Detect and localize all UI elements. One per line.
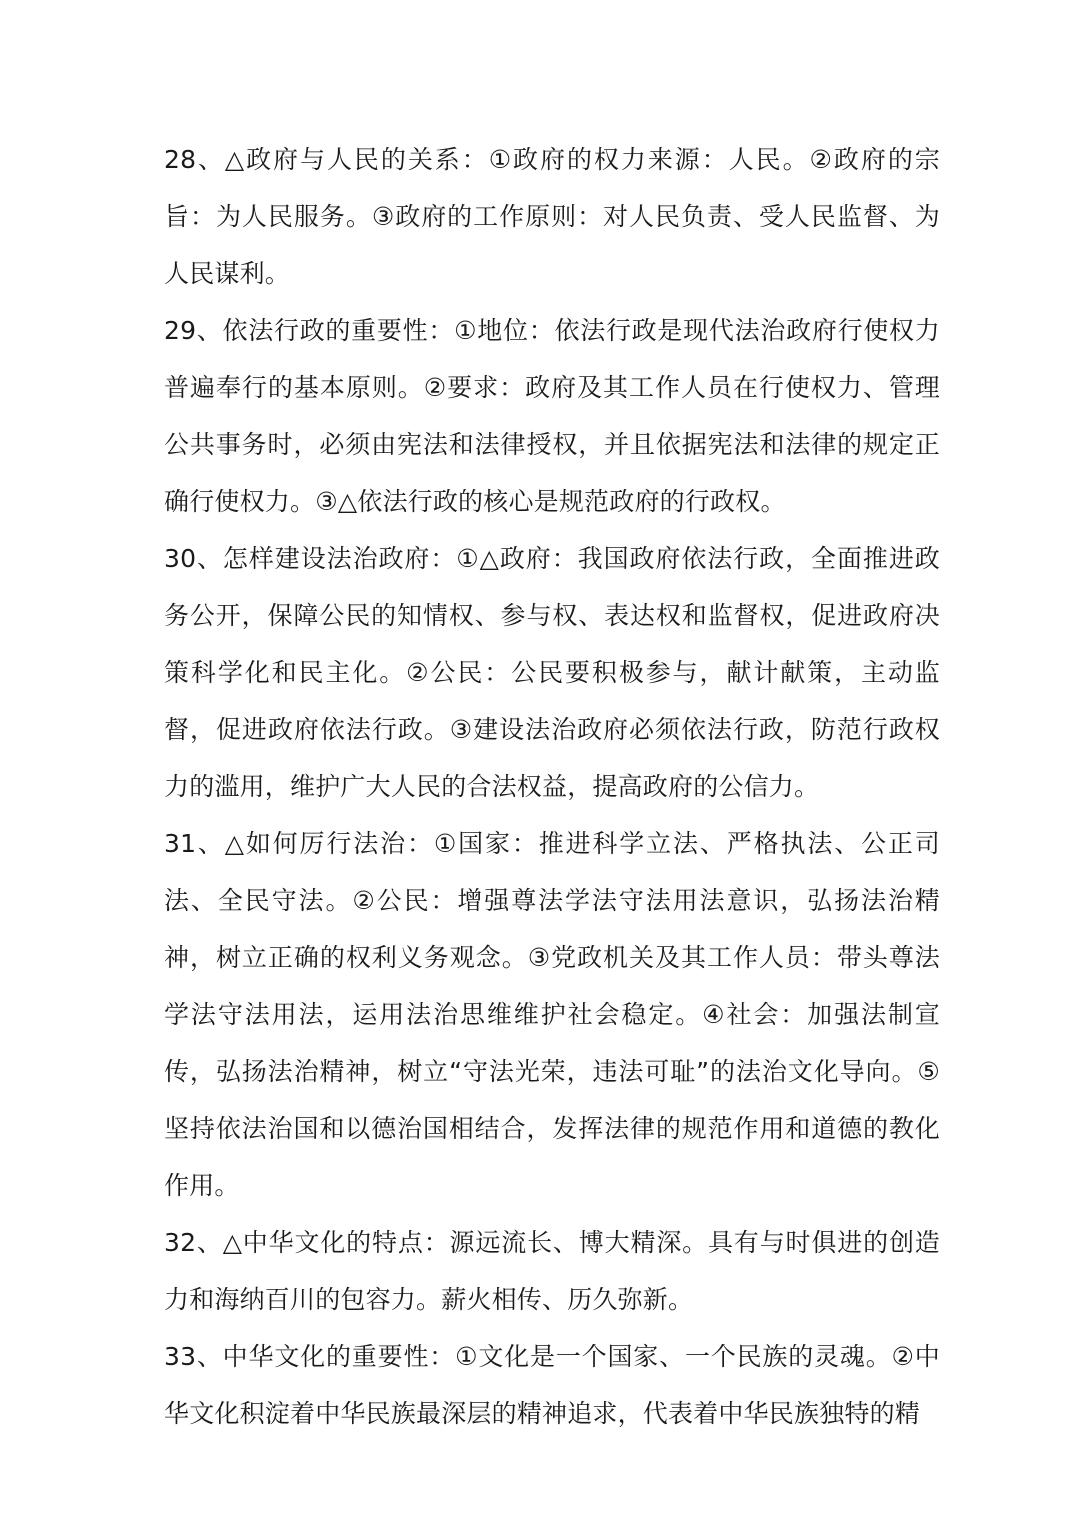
paragraph-31: 31、△如何厉行法治：①国家：推进科学立法、严格执法、公正司法、全民守法。②公民：增强尊法学法守法用法意识，弘扬法治精神，树立正确的权利义务观念。③党政机关及其工作人员：带头尊法学法守法用法，运用法治思维维护社会稳定。④社会：加强法制宣传，弘扬法治精神，树立“守法光荣，违法可耻”的法治文化导向。⑤坚持依法治国和以德治国相结合，发挥法律的规范作用和道德的教化作用。 [164,829,940,1200]
paragraph-32: 32、△中华文化的特点：源远流长、博大精深。具有与时俱进的创造力和海纳百川的包容力。薪火相传、历久弥新。 [164,1228,940,1314]
paragraph-29: 29、依法行政的重要性：①地位：依法行政是现代法治政府行使权力普遍奉行的基本原则。②要求：政府及其工作人员在行使权力、管理公共事务时，必须由宪法和法律授权，并且依据宪法和法律的规定正确行使权力。③△依法行政的核心是规范政府的行政权。 [164,316,940,516]
paragraph-28: 28、△政府与人民的关系：①政府的权力来源：人民。②政府的宗旨：为人民服务。③政府的工作原则：对人民负责、受人民监督、为人民谋利。 [164,145,940,288]
paragraph-33: 33、中华文化的重要性：①文化是一个国家、一个民族的灵魂。②中华文化积淀着中华民族最深层的精神追求，代表着中华民族独特的精 [164,1342,940,1428]
paragraph-30: 30、怎样建设法治政府：①△政府：我国政府依法行政，全面推进政务公开，保障公民的知情权、参与权、表达权和监督权，促进政府决策科学化和民主化。②公民：公民要积极参与，献计献策，主动监督，促进政府依法行政。③建设法治政府必须依法行政，防范行政权力的滥用，维护广大人民的合法权益，提高政府的公信力。 [164,544,940,801]
